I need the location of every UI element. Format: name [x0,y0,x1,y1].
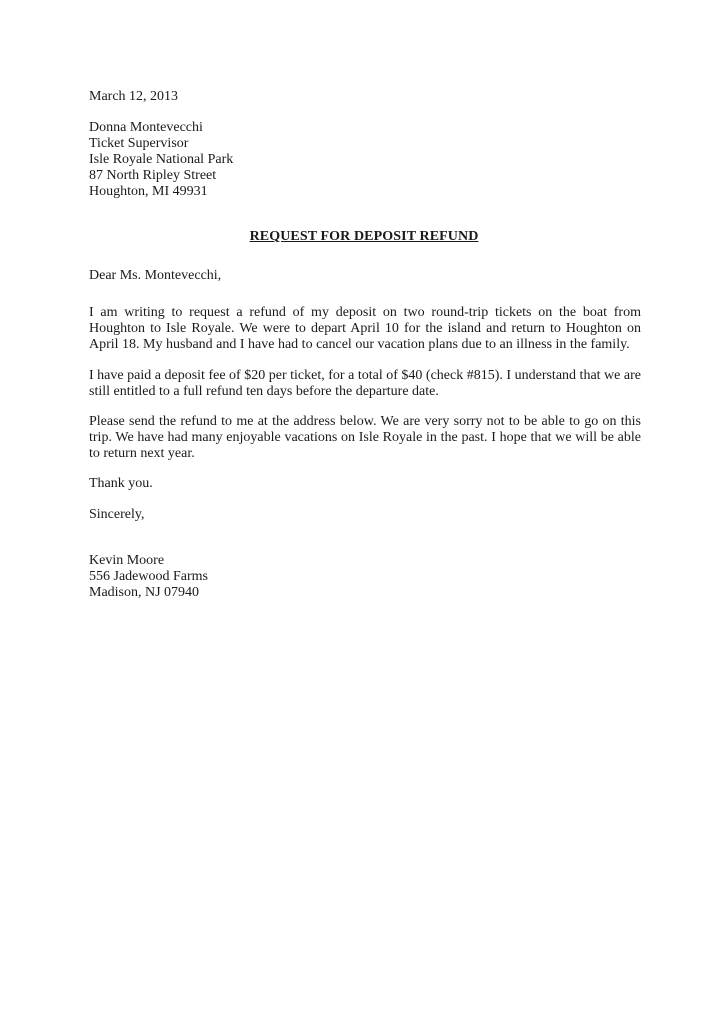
thank-you-text: Thank you. [89,476,153,491]
sender-address [89,553,641,601]
body-paragraph-1: I am writing to request a refund of my deposit on two round-trip tickets on the boat from Houghton to Isle Royale. We were to depart April 10 for the island and return to Houghton on April 18. My husband and I have had to cancel our vacation plans due to an illness in the family. [89,305,641,352]
sender-street: 556 Jadewood Farms [89,569,208,584]
body-paragraph-2: I have paid a deposit fee of $20 per ticket, for a total of $40 (check #815). I understand that we are still entitled to a full refund ten days before the departure date. [89,368,641,399]
closing [89,507,641,523]
sender-name: Kevin Moore [89,553,165,568]
letter-date [89,89,641,105]
salutation-text: Dear Ms. Montevecchi, [89,268,222,283]
date-text: March 12, 2013 [89,89,179,104]
recipient-name: Donna Montevecchi [89,120,203,135]
body-paragraph-3: Please send the refund to me at the address below. We are very sorry not to be able to go on this trip. We have had many enjoyable vacations on Isle Royale in the past. I hope that we will be able to return next year. [89,414,641,461]
closing-text: Sincerely, [89,507,145,522]
recipient-street: 87 North Ripley Street [89,168,217,183]
thank-you-line [89,476,641,492]
salutation [89,268,641,284]
sender-city-state-zip: Madison, NJ 07940 [89,585,200,600]
recipient-city-state-zip: Houghton, MI 49931 [89,184,208,199]
recipient-organization: Isle Royale National Park [89,152,234,167]
recipient-title: Ticket Supervisor [89,136,189,151]
recipient-address [89,120,641,200]
letter-subject-heading: REQUEST FOR DEPOSIT REFUND [249,229,479,244]
